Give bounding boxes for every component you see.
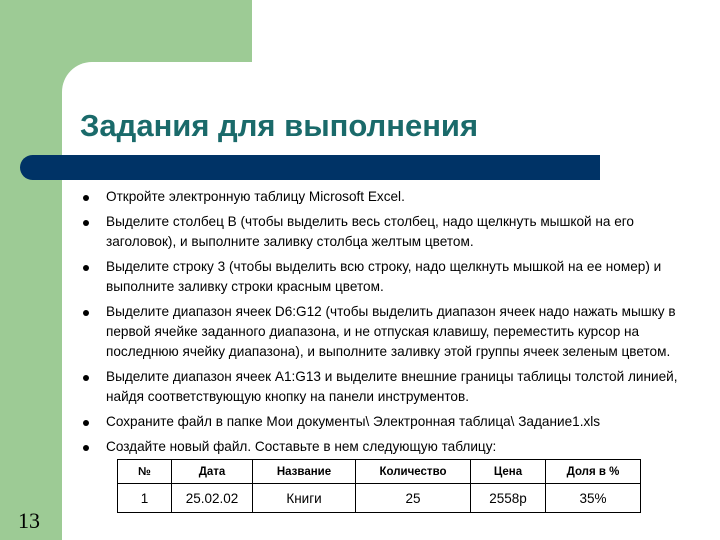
task-item-4 (78, 302, 688, 362)
table-cell: 1 (118, 484, 172, 513)
table-cell: 25 (356, 484, 471, 513)
task-item-2 (78, 212, 688, 252)
column-header-date: Дата (172, 460, 253, 484)
bullet-icon (83, 420, 89, 426)
column-header-quantity: Количество (356, 460, 471, 484)
task-text: Выделите диапазон ячеек D6:G12 (чтобы выделить диапазон ячеек надо нажать мышку в первой ячейке заданного диапазона, и не отпуская клавишу, переместить курсор на последнюю ячейку диапазона), и выполните заливку этой группы ячеек зеленым цветом. (106, 304, 676, 359)
task-item-6 (78, 412, 688, 432)
bullet-icon (83, 445, 89, 451)
task-text: Выделите столбец B (чтобы выделить весь столбец, надо щелкнуть мышкой на его заголовок), и выполните заливку столбца желтым цветом. (106, 214, 634, 249)
column-header-number: № (118, 460, 172, 484)
task-item-3 (78, 257, 688, 297)
column-header-name: Название (253, 460, 356, 484)
table-cell: Книги (253, 484, 356, 513)
task-item-1 (78, 187, 688, 207)
table-cell: 2558р (471, 484, 546, 513)
task-list (78, 187, 688, 462)
slide-title: Задания для выполнения (80, 108, 479, 143)
bullet-icon (83, 220, 89, 226)
sample-table (117, 459, 641, 513)
table-cell: 25.02.02 (172, 484, 253, 513)
task-item-5 (78, 367, 688, 407)
task-text: Сохраните файл в папке Мои документы\ Электронная таблица\ Задание1.xls (106, 414, 601, 429)
table-header-row (118, 460, 641, 484)
task-text: Выделите диапазон ячеек A1:G13 и выделите внешние границы таблицы толстой линией, найдя соответствующую кнопку на панели инструментов. (106, 369, 678, 404)
task-text: Выделите строку 3 (чтобы выделить всю строку, надо щелкнуть мышкой на ее номер) и выполните заливку строки красным цветом. (106, 259, 662, 294)
task-text: Откройте электронную таблицу Microsoft Excel. (106, 189, 405, 204)
column-header-share: Доля в % (546, 460, 641, 484)
table-row (118, 484, 641, 513)
bullet-icon (83, 195, 89, 201)
task-item-7 (78, 437, 688, 457)
bullet-icon (83, 310, 89, 316)
task-text: Создайте новый файл. Составьте в нем следующую таблицу: (106, 439, 497, 454)
bullet-icon (83, 375, 89, 381)
bullet-icon (83, 265, 89, 271)
title-underline-bar (20, 155, 600, 180)
table-cell: 35% (546, 484, 641, 513)
slide-number: 13 (18, 508, 40, 533)
column-header-price: Цена (471, 460, 546, 484)
